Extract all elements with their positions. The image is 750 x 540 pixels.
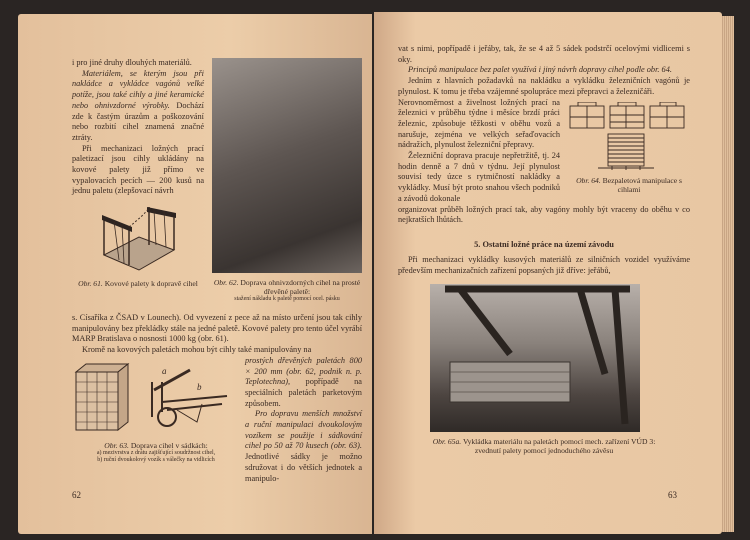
- photo-fig65a-crane-unloading-pallet: [430, 284, 640, 432]
- page-edges: [722, 16, 734, 532]
- caption-text: zvednutí palety pomocí jednoduchého závěsu: [474, 446, 614, 456]
- fig61-caption: [72, 279, 204, 288]
- caption-label: Obr. 63.: [104, 440, 129, 450]
- caption-text: Doprava ohnivzdorných cihel na prosté dřevěné paletě:: [240, 278, 361, 296]
- left-top-row: [72, 58, 362, 303]
- paragraph: [245, 409, 362, 484]
- paragraph: Nerovnoměrnost a živelnost ložných prací na železnici v průběhu týdne i měsíce brzdí práci železnic, způsobuje těžkosti v oběhu vozů a narušuje, zejména ve velkých seřaďovacích nádražích, plynulost železniční přepravy.: [398, 97, 560, 150]
- paragraph: vat s nimi, popřípadě i jeřáby, tak, že se 4 až 5 sádek podstrčí ocelovými vidlicemi s oky.: [398, 44, 690, 64]
- left-column-text: [72, 58, 204, 197]
- left-page-content: [72, 58, 362, 484]
- italic-text: Pro dopravu menších množství a ruční manipulaci dvoukolovým vozíkem se použije i sádkování cihel po 50 až 70 kusech (obr. 63).: [245, 409, 362, 451]
- caption-text: Bezpaletová manipulace s cihlami: [602, 175, 682, 194]
- fig63-caption: [72, 441, 240, 464]
- fig64-block: [568, 102, 690, 194]
- paragraph-italic: [72, 69, 204, 144]
- paragraph: Při mechanizaci ložných prací paletizací jsou cihly ukládány na kovové palety již přímo ve vypalovacích pecích — 200 kusů na jednu paletu (zlepšovací návrh: [72, 143, 204, 196]
- fig65a-caption: [398, 437, 690, 455]
- photo-fig62-worker-with-bricks: [212, 58, 362, 273]
- fig62-caption: [212, 278, 362, 303]
- paragraph: [245, 356, 362, 410]
- fig64-caption: [568, 176, 690, 194]
- section-heading: 5. Ostatní ložné práce na území závodu: [474, 239, 614, 249]
- fig63-label-b: b: [197, 381, 202, 392]
- paragraph-italic: [398, 65, 690, 76]
- left-bottom-row: [72, 356, 362, 484]
- italic-text: prostých dřevěných paletách 800 × 200 mm (obr. 62, podnik n. p. Teplotechna),: [245, 355, 362, 387]
- page-number: 63: [668, 490, 677, 500]
- fig63-block: [72, 356, 240, 464]
- text: popřípadě na speciálních paletách parketovým způsobem.: [245, 377, 362, 408]
- caption-label: Obr. 61.: [78, 279, 103, 289]
- caption-text: Vykládka materiálu na paletách pomocí mech. zařízení VÚD 3:: [462, 437, 656, 447]
- fig63-brick-stack-and-cart-drawing: [72, 362, 232, 437]
- caption-label: Obr. 64.: [576, 175, 601, 185]
- page-number: 62: [72, 490, 81, 500]
- italic-text: Materiálem, se kterým jsou při nakládce a vykládce vagónů velké potíže, jsou také cihly a jiné keramické nebo ohnivzdorné výrobky.: [72, 68, 204, 110]
- paragraph: Železniční doprava pracuje nepřetržitě, tj. 24 hodin denně a 7 dnů v týdnu. Její plynulost souvisí tedy úzce s rytmičností nakládky a vykládky. Musí být proto snahou všech podniků a závodů dokonale: [398, 151, 560, 203]
- left-photo-column: [212, 58, 362, 303]
- caption-subtext: a) mezivrstva z drátu zajišťující soudržnost cihel,: [96, 449, 216, 456]
- paragraph: Jedním z hlavních požadavků na nakládku a vykládku železničních vagónů je plynulost. K tomu je třeba vzájemné spolupráce mezi přepravci a železničáři.: [398, 76, 690, 96]
- right-section-text: [398, 255, 690, 276]
- caption-label: Obr. 62.: [213, 278, 239, 287]
- caption-subtext: stažení nákladu k paletě pomocí ocel. pásku: [234, 296, 340, 302]
- right-column-text: [398, 98, 690, 226]
- paragraph: Při mechanizaci vykládky kusových materiálů ze silničních vozidel využíváme především mechanizačních zařízení popsaných již dříve: jeřábů,: [398, 254, 690, 275]
- caption-text: Doprava cihel v sádkách:: [130, 440, 208, 450]
- crane-silhouette: [430, 284, 640, 432]
- text: Dochází zde k častým úrazům a poškozování nebo rozbití cihel znamená značné ztráty.: [72, 100, 204, 142]
- caption-label: Obr. 65a.: [432, 437, 462, 447]
- paragraph: s. Císaříka z ČSAD v Lounech). Od vyvezení z pece až na místo určení jsou tak cihly manipulovány bez překládky stále na jedné paletě. Kovové palety pro tento účel vyrábí MARP Bratislava o nosnosti 1000 kg (obr. 61).: [72, 313, 362, 344]
- caption-text: Kovové palety k dopravě cihel: [104, 279, 198, 289]
- paragraph: Kromě na kovových paletách mohou být cihly také manipulovány na: [82, 345, 312, 355]
- full-width-paragraph: [72, 313, 362, 356]
- italic-text: Principů manipulace bez palet využívá i jiný návrh dopravy cihel podle obr. 64.: [408, 65, 672, 75]
- fig61-metal-pallet-drawing: [94, 205, 179, 275]
- fig63-label-a: a: [162, 365, 167, 376]
- left-top-column: [72, 58, 204, 288]
- fig64-brick-stack-drawing: [568, 102, 688, 172]
- caption-subtext: b) ruční dvoukolový vozík s válečky na vidlicích: [97, 456, 215, 463]
- text: Jednotlivé sádky je možno sdružovat i do větších jednotek a manipulo-: [245, 452, 362, 483]
- paragraph: organizovat průběh ložných prací tak, aby vagóny mohly být vraceny do oběhu v co nejkratších lhůtách.: [398, 204, 690, 225]
- left-right-column-text: [245, 356, 362, 484]
- right-page-content: [398, 44, 690, 455]
- right-top-text: [398, 44, 690, 98]
- paragraph: i pro jiné druhy dlouhých materiálů.: [72, 58, 192, 67]
